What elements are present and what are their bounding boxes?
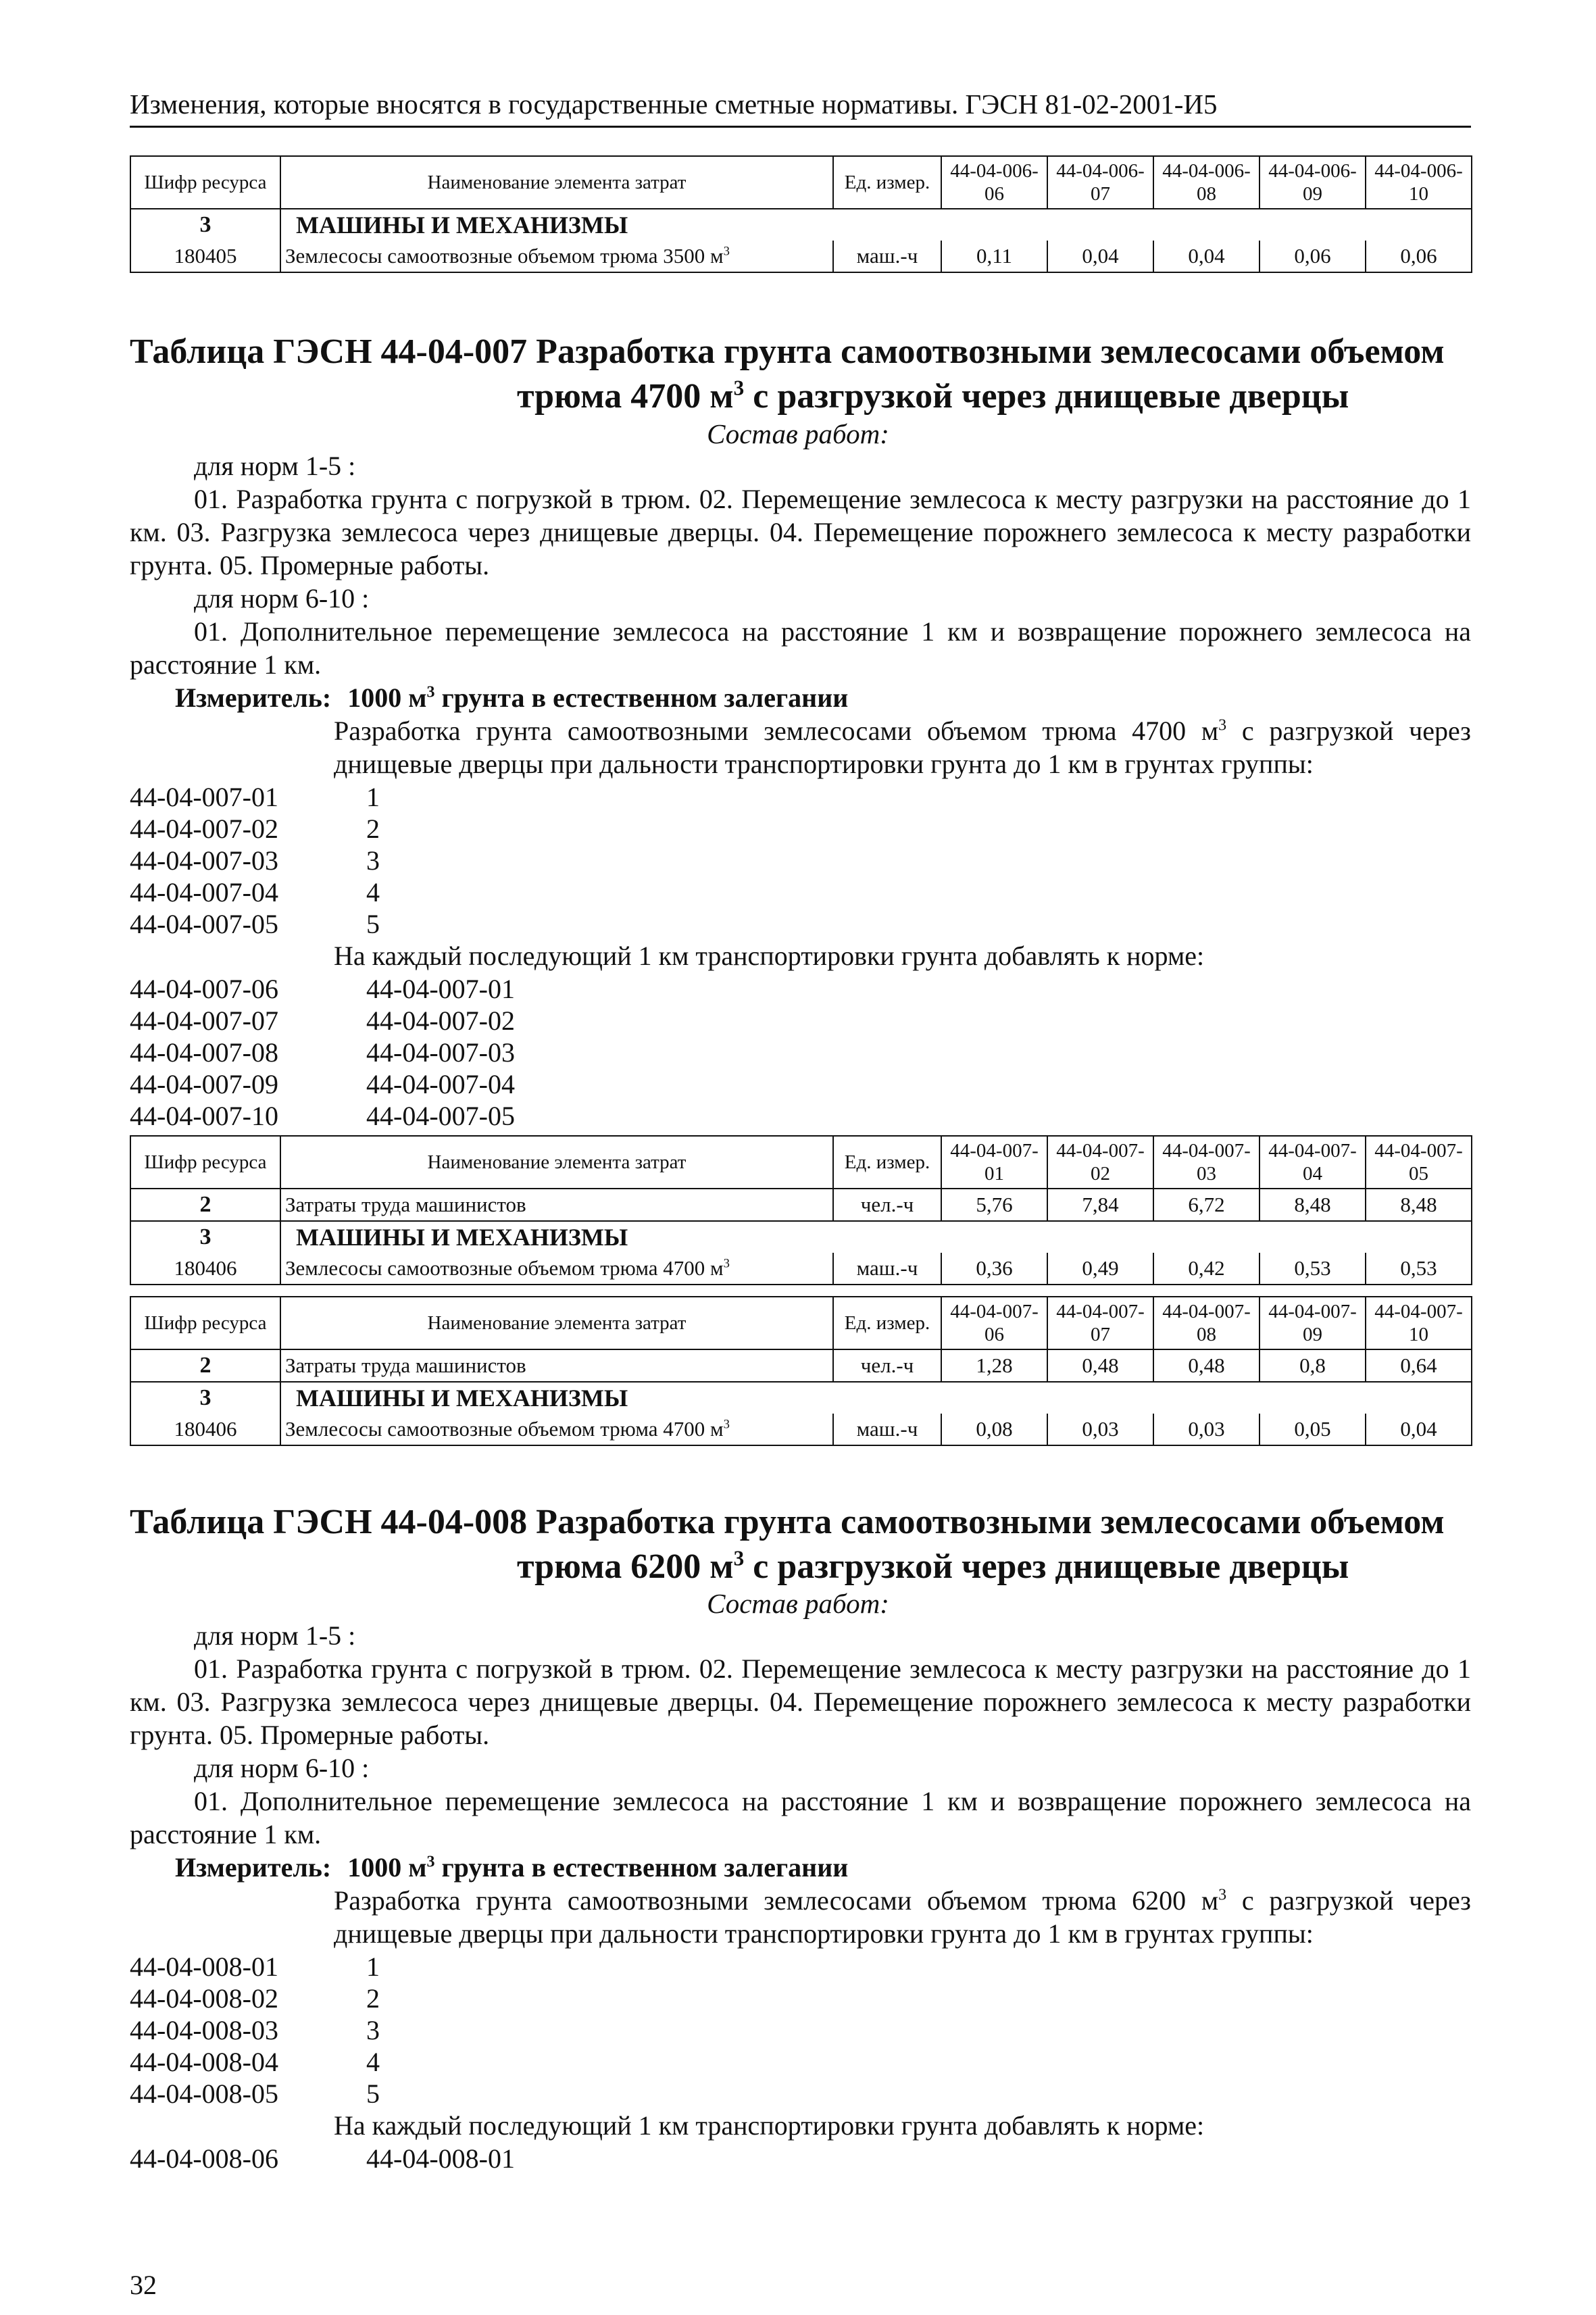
norms-range-label: для норм 1-5 :: [194, 451, 356, 481]
norm-code-row: 44-04-007-02 2: [130, 814, 380, 844]
resource-name: Землесосы самоотвозные объемом трюма 3500 $м^3$: [280, 241, 833, 272]
norms-range-label: для норм 6-10 :: [194, 1753, 370, 1783]
value-cell: 0,06: [1260, 241, 1366, 272]
works-block-008: [130, 1619, 1471, 2174]
table-row: [130, 1349, 1472, 1382]
table-header-row: [130, 1297, 1472, 1349]
title-line-1: Таблица ГЭСН 44-04-008 Разработка грунта самоотвозными землесосами объемом: [130, 1503, 1445, 1541]
norm-code-row: 44-04-007-06 44-04-007-01: [130, 974, 515, 1004]
norm-header: 44-04-007-01: [941, 1136, 1047, 1189]
composition-label-008: Состав работ:: [707, 1588, 889, 1619]
norm-code-row: 44-04-008-06 44-04-008-01: [130, 2143, 515, 2174]
title-line-2: трюма 4700 $м^3$ с разгрузкой через днищевые дверцы: [517, 376, 1349, 416]
title-line-1: Таблица ГЭСН 44-04-007 Разработка грунта самоотвозными землесосами объемом: [130, 332, 1445, 371]
resource-code: 180406: [130, 1253, 280, 1285]
section-title: МАШИНЫ И МЕХАНИЗМЫ: [280, 1382, 833, 1414]
resource-unit: чел.-ч: [833, 1349, 941, 1382]
value-cell: 0,05: [1260, 1414, 1366, 1445]
resource-name: Затраты труда машинистов: [280, 1349, 833, 1382]
page-number: 32: [130, 2270, 157, 2300]
norm-header: 44-04-007-07: [1047, 1297, 1153, 1349]
norm-header: 44-04-006-08: [1153, 156, 1260, 209]
value-cell: 0,06: [1366, 241, 1472, 272]
value-cell: 0,08: [941, 1414, 1047, 1445]
norm-header: 44-04-006-06: [941, 156, 1047, 209]
works-text: 01. Разработка грунта с погрузкой в трюм. 02. Перемещение землесоса к месту разгрузки на расстояние до 1 км. 03. Разгрузка землесоса через днищевые дверцы. 04. Перемещение порожнего землесоса к месту разработки грунта. 05. Промерные работы.: [130, 484, 1471, 580]
table-header-row: [130, 156, 1472, 209]
resource-name: Затраты труда машинистов: [280, 1189, 833, 1221]
works-text: 01. Разработка грунта с погрузкой в трюм. 02. Перемещение землесоса к месту разгрузки на расстояние до 1 км. 03. Разгрузка землесоса через днищевые дверцы. 04. Перемещение порожнего землесоса к месту разработки грунта. 05. Промерные работы.: [130, 1653, 1471, 1750]
norm-header: 44-04-006-09: [1260, 156, 1366, 209]
norm-code-row: 44-04-007-05 5: [130, 909, 380, 939]
each-km-note: На каждый последующий 1 км транспортировки грунта добавлять к норме:: [334, 2110, 1205, 2141]
col-code-header: Шифр ресурса: [130, 156, 280, 209]
table-title-007: [130, 330, 1471, 419]
norm-code-row: 44-04-007-09 44-04-007-04: [130, 1069, 515, 1099]
norm-code-row: 44-04-008-05 5: [130, 2078, 380, 2109]
norm-header: 44-04-007-06: [941, 1297, 1047, 1349]
resource-table-006: [130, 155, 1472, 273]
norm-header: 44-04-007-08: [1153, 1297, 1260, 1349]
value-cell: 8,48: [1366, 1189, 1472, 1221]
norm-header: 44-04-007-10: [1366, 1297, 1472, 1349]
works-text: 01. Дополнительное перемещение землесоса на расстояние 1 км и возвращение порожнего землесоса на расстояние 1 км.: [130, 616, 1471, 680]
norm-code-row: 44-04-008-04 4: [130, 2047, 380, 2077]
composition-label-007: Состав работ:: [707, 418, 889, 449]
norm-header: 44-04-006-10: [1366, 156, 1472, 209]
running-header: Изменения, которые вносятся в государственные сметные нормативы. ГЭСН 81-02-2001-И5: [130, 86, 1471, 128]
works-block-007: [130, 449, 1471, 1131]
measure-line: Измеритель: 1000 $м^3$ грунта в естественном залегании: [175, 1852, 849, 1883]
resource-table-007-b: [130, 1296, 1472, 1446]
value-cell: 0,04: [1366, 1414, 1472, 1445]
table-header-row: [130, 1136, 1472, 1189]
value-cell: 0,48: [1047, 1349, 1153, 1382]
norm-code-row: 44-04-007-03 3: [130, 845, 380, 876]
norm-code-row: 44-04-007-07 44-04-007-02: [130, 1005, 515, 1036]
each-km-note: На каждый последующий 1 км транспортировки грунта добавлять к норме:: [334, 941, 1205, 971]
value-cell: 0,11: [941, 241, 1047, 272]
norms-range-label: для норм 1-5 :: [194, 1620, 356, 1651]
resource-name: Землесосы самоотвозные объемом трюма 4700 $м^3$: [280, 1414, 833, 1445]
norm-code-row: 44-04-008-01 1: [130, 1951, 380, 1982]
section-row: [130, 1382, 1472, 1414]
resource-unit: маш.-ч: [833, 241, 941, 272]
value-cell: 0,8: [1260, 1349, 1366, 1382]
norm-header: 44-04-006-07: [1047, 156, 1153, 209]
value-cell: 0,03: [1047, 1414, 1153, 1445]
value-cell: 0,42: [1153, 1253, 1260, 1285]
resource-code: 180406: [130, 1414, 280, 1445]
resource-unit: чел.-ч: [833, 1189, 941, 1221]
norm-code-row: 44-04-008-03 3: [130, 2015, 380, 2045]
value-cell: 1,28: [941, 1349, 1047, 1382]
section-number: 3: [130, 209, 280, 241]
table-row: [130, 1414, 1472, 1445]
norm-code-row: 44-04-007-10 44-04-007-05: [130, 1101, 515, 1131]
resource-table-007-a: [130, 1135, 1472, 1285]
section-number: 3: [130, 1221, 280, 1253]
value-cell: 0,53: [1366, 1253, 1472, 1285]
value-cell: 7,84: [1047, 1189, 1153, 1221]
value-cell: 0,48: [1153, 1349, 1260, 1382]
col-unit-header: Ед. измер.: [833, 156, 941, 209]
works-text: 01. Дополнительное перемещение землесоса на расстояние 1 км и возвращение порожнего землесоса на расстояние 1 км.: [130, 1786, 1471, 1849]
norm-header: 44-04-007-03: [1153, 1136, 1260, 1189]
resource-name: Землесосы самоотвозные объемом трюма 4700 $м^3$: [280, 1253, 833, 1285]
value-cell: 8,48: [1260, 1189, 1366, 1221]
value-cell: 0,64: [1366, 1349, 1472, 1382]
measure-line: Измеритель: 1000 $м^3$ грунта в естественном залегании: [175, 682, 849, 713]
norms-range-label: для норм 6-10 :: [194, 583, 370, 614]
value-cell: 0,03: [1153, 1414, 1260, 1445]
norm-header: 44-04-007-09: [1260, 1297, 1366, 1349]
resource-group-number: 2: [130, 1189, 280, 1221]
table-row: [130, 1189, 1472, 1221]
section-row: [130, 1221, 1472, 1253]
table-title-008: [130, 1500, 1471, 1589]
section-title: МАШИНЫ И МЕХАНИЗМЫ: [280, 209, 833, 241]
section-number: 3: [130, 1382, 280, 1414]
col-code-header: Шифр ресурса: [130, 1136, 280, 1189]
value-cell: 0,36: [941, 1253, 1047, 1285]
resource-unit: маш.-ч: [833, 1253, 941, 1285]
resource-unit: маш.-ч: [833, 1414, 941, 1445]
resource-group-number: 2: [130, 1349, 280, 1382]
norm-code-row: 44-04-007-08 44-04-007-03: [130, 1037, 515, 1068]
value-cell: 6,72: [1153, 1189, 1260, 1221]
norm-description: Разработка грунта самоотвозными землесосами объемом трюма 6200 $м^3$ с разгрузкой через днищевые дверцы при дальности транспортировки грунта до 1 км в грунтах группы:: [334, 1885, 1471, 1949]
norm-header: 44-04-007-02: [1047, 1136, 1153, 1189]
norm-header: 44-04-007-04: [1260, 1136, 1366, 1189]
norm-code-row: 44-04-007-01 1: [130, 782, 380, 812]
table-row: [130, 1253, 1472, 1285]
value-cell: 0,04: [1047, 241, 1153, 272]
col-code-header: Шифр ресурса: [130, 1297, 280, 1349]
col-name-header: Наименование элемента затрат: [280, 1297, 833, 1349]
section-row: [130, 209, 1472, 241]
table-row: [130, 241, 1472, 272]
col-unit-header: Ед. измер.: [833, 1136, 941, 1189]
col-name-header: Наименование элемента затрат: [280, 156, 833, 209]
value-cell: 0,04: [1153, 241, 1260, 272]
value-cell: 5,76: [941, 1189, 1047, 1221]
value-cell: 0,49: [1047, 1253, 1153, 1285]
norm-code-row: 44-04-007-04 4: [130, 877, 380, 907]
norm-code-row: 44-04-008-02 2: [130, 1983, 380, 2014]
col-name-header: Наименование элемента затрат: [280, 1136, 833, 1189]
value-cell: 0,53: [1260, 1253, 1366, 1285]
norm-description: Разработка грунта самоотвозными землесосами объемом трюма 4700 $м^3$ с разгрузкой через днищевые дверцы при дальности транспортировки грунта до 1 км в грунтах группы:: [334, 716, 1471, 779]
norm-header: 44-04-007-05: [1366, 1136, 1472, 1189]
section-title: МАШИНЫ И МЕХАНИЗМЫ: [280, 1221, 833, 1253]
resource-code: 180405: [130, 241, 280, 272]
title-line-2: трюма 6200 $м^3$ с разгрузкой через днищевые дверцы: [517, 1546, 1349, 1586]
col-unit-header: Ед. измер.: [833, 1297, 941, 1349]
